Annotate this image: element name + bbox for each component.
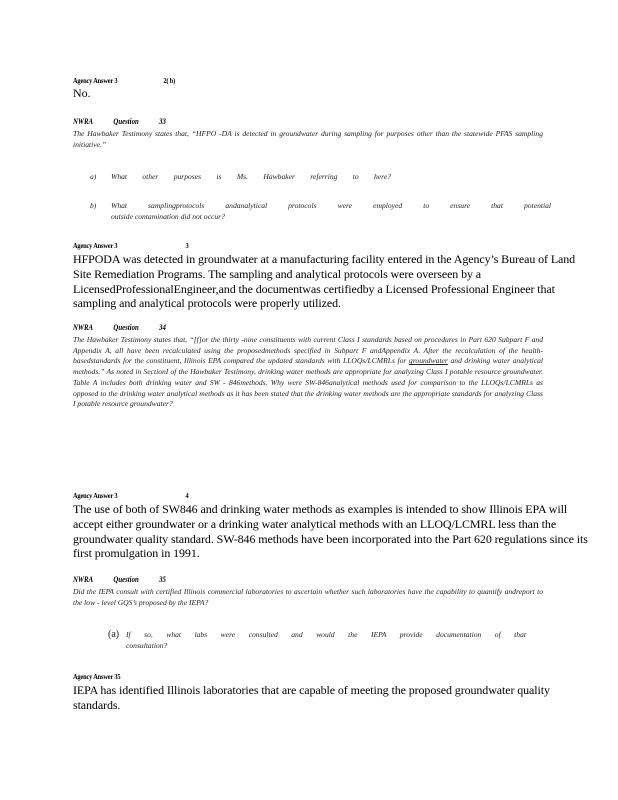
agency-answer-34 (73, 491, 593, 561)
question-number: 34 (159, 323, 166, 332)
question-33-sub-a (90, 172, 410, 184)
question-text (73, 335, 543, 410)
question-word: Question (113, 575, 139, 584)
question-number: 33 (159, 117, 166, 126)
agency-answer-32b (73, 76, 543, 101)
sub-b-label: b) (90, 201, 97, 210)
answer-header (73, 672, 498, 681)
question-text: Did the IEPA consult with certified Illinois commercial laboratories to ascertain whether such laboratories have the capability to quantify andreport to the low - level GQS’s proposed by the IEPA? (73, 587, 543, 607)
sub-b-text (111, 201, 551, 222)
answer-text: HFPODA was detected in groundwater at a manufacturing facility entered in the Agency’s Bureau of Land Site Remediation Programs. The sampling and analytical protocols were overseen by a LicensedProfessionalEngineer,and the documentwas certifiedby a Licensed Professional Engineer that sampling and analytical protocols were properly utilized. (73, 252, 576, 311)
answer-text: No. (73, 86, 91, 100)
answer-header-label: Agency Answer 3 (73, 76, 118, 85)
agency-answer-35 (73, 672, 573, 713)
question-35-sub-a (108, 630, 528, 654)
question-header (73, 323, 473, 333)
sub-b-line-1: What samplingprotocols andanalytical protocols were employed to ensure that potential (111, 201, 551, 210)
sub-a-line-1: If so, what labs were consulted and would the IEPA provide documentation of that (126, 630, 526, 639)
sub-b-line-2: outside contamination did not occur? (111, 211, 225, 221)
answer-header-label: Agency Answer 3 (73, 491, 118, 500)
question-header (73, 117, 473, 127)
answer-header (73, 491, 515, 500)
sub-a-text (126, 630, 526, 651)
sub-a-label: a) (90, 172, 97, 181)
nwra-question-33 (73, 117, 543, 150)
answer-header-label: Agency Answer 35 (73, 672, 121, 681)
sub-a-label: (a) (108, 629, 120, 640)
nwra-question-34 (73, 323, 543, 410)
question-source: NWRA (73, 117, 94, 126)
question-text-part-1: The Hawbaker Testimony states that, “[f]or the thirty -nine constituents with current Class I standards based on procedures in Part 620 Subpart F and Appendix A, all have been recalculated using the proposedmethods specified in Subpart F andAppendix A. After the recalculation of the health-basedstandards for the constituent, Illinois EPA compared the updated standards with LLOQs/LCMRLs for (73, 335, 543, 366)
answer-header-number: 4 (185, 491, 189, 500)
question-header (73, 575, 473, 585)
answer-text: The use of both of SW846 and drinking water methods as examples is intended to show Illinois EPA will accept either groundwater or a drinking water analytical methods with an LLOQ/LCMRL less than the groundwater quality standard. SW-846 methods have been incorporated into the Part 620 regulations since its first promulgation in 1991. (73, 502, 588, 561)
question-33-sub-b (90, 201, 550, 225)
sub-a-text: What other purposes is Ms. Hawbaker referring to here? (111, 172, 391, 181)
question-text-part-2: and drinking water analytical methods.” As noted in SectionI of the Hawbaker Testimony, drinking water methods are appropriate for analyzing Class I potable resource groundwater. Table A includes both drinking water and SW - 846methods. Why were SW-846analytical methods used for comparison to the LLOQs/LCMRLs as opposed to the drinking water analytical methods as it has been stated that the drinking water methods are the appropriate standards for analyzing Class I potable resource groundwater? (73, 356, 543, 409)
answer-header (73, 241, 515, 250)
answer-header-label: Agency Answer 3 (73, 241, 118, 250)
question-word: Question (113, 117, 139, 126)
question-number: 35 (159, 575, 166, 584)
question-text-underlined: groundwater (408, 356, 448, 366)
question-word: Question (113, 323, 139, 332)
question-text: The Hawbaker Testimony states that, “HFPO -DA is detected in groundwater during sampling for purposes other than the statewide PFAS sampling initiative.” (73, 129, 543, 149)
sub-a-line-2: consultation? (126, 640, 168, 650)
answer-text: IEPA has identified Illinois laboratories that are capable of meeting the proposed groundwater quality standards. (73, 683, 550, 712)
agency-answer-33 (73, 241, 593, 311)
answer-header (73, 76, 473, 85)
nwra-question-35 (73, 575, 543, 608)
answer-header-number: 2( b) (163, 76, 176, 85)
question-source: NWRA (73, 575, 94, 584)
question-source: NWRA (73, 323, 94, 332)
answer-header-number: 3 (185, 241, 189, 250)
